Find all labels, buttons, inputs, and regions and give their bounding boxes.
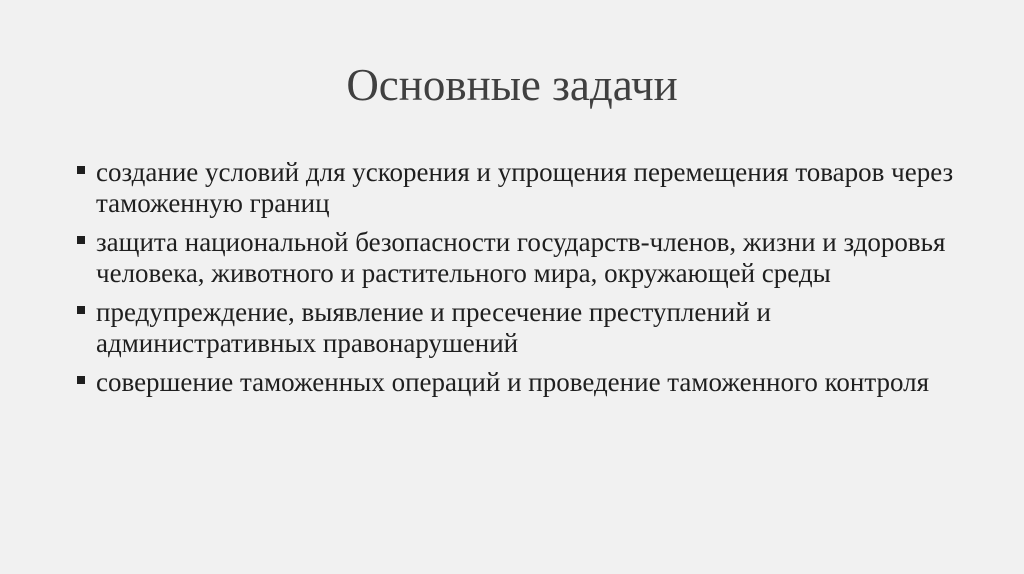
bullet-text: предупреждение, выявление и пресечение преступлений и административных правонарушений [96,297,771,358]
bullet-text: совершение таможенных операций и проведение таможенного контроля [96,367,930,397]
bullet-item [74,367,954,398]
bullet-text: защита национальной безопасности государств-членов, жизни и здоровья человека, животного и растительного мира, окружающей среды [96,227,946,288]
bullet-item [74,227,954,288]
slide-title: Основные задачи [346,60,678,110]
square-bullet-icon [77,376,85,384]
bullet-item [74,157,954,218]
square-bullet-icon [77,236,85,244]
bullet-item [74,297,954,358]
square-bullet-icon [77,306,85,314]
bullet-list [74,157,954,407]
square-bullet-icon [77,166,85,174]
bullet-text: создание условий для ускорения и упрощения перемещения товаров через таможенную границ [96,157,954,218]
